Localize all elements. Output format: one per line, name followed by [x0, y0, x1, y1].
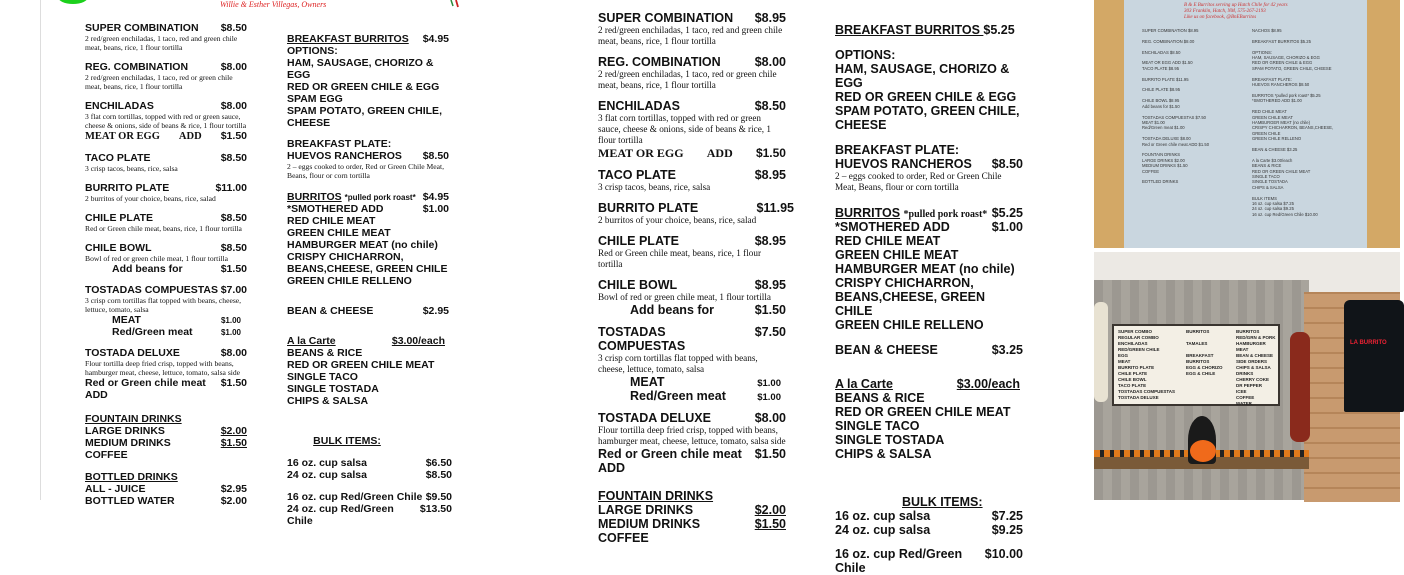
bottled-drinks [85, 471, 247, 507]
item-price: $11.00 [215, 182, 247, 194]
item-price: $3.25 [991, 343, 1023, 357]
item-price: $7.50 [754, 325, 786, 339]
garlic-braid-icon [1094, 302, 1108, 402]
line: BEANS & RICE [1252, 163, 1282, 169]
line: RED OR GREEN CHILE & EGG [1252, 60, 1313, 66]
item-name: SUPER COMBINATION [598, 11, 734, 25]
header-line: Like us on facebook, @BnEBurritos [1184, 15, 1257, 20]
section-title: BULK ITEMS: [313, 435, 381, 447]
drink-label: LARGE DRINKS [85, 425, 165, 437]
section-title: FOUNTAIN DRINKS [598, 489, 714, 503]
wall-menu-board [1112, 324, 1280, 406]
option: RED CHILE MEAT [835, 234, 941, 248]
drink-label: LARGE DRINKS [598, 503, 694, 517]
t-shirt [1344, 300, 1404, 412]
item-price: $3.00/each [391, 335, 445, 347]
item-desc: 2 – eggs cooked to order, Red or Green Chile Meat, Beans, flour or corn tortilla [287, 162, 445, 180]
item-price: $4.95 [422, 33, 449, 45]
menu-new-right-column [835, 23, 1023, 575]
option: GREEN CHILE RELLENO [835, 318, 984, 332]
line: GREEN CHILE [1252, 130, 1281, 136]
drink-price: $1.50 [220, 437, 247, 449]
bulk-price: $6.50 [425, 457, 452, 469]
option: RED OR GREEN CHILE MEAT [287, 359, 435, 371]
line: GREEN CHILE MEAT [1252, 114, 1293, 120]
board-line: MEAT [1118, 359, 1131, 364]
line: SINGLE TACO [1252, 173, 1280, 179]
board-line: COFFEE [1236, 395, 1255, 400]
board-line: TOSTADAS COMPUESTAS [1118, 389, 1176, 394]
bulk-label: 24 oz. cup Red/Green Chile [287, 503, 394, 527]
item-name: HUEVOS RANCHEROS [835, 157, 972, 171]
line: RED OR GREEN CHILE MEAT [1252, 168, 1311, 174]
addon-price: $1.50 [755, 146, 786, 160]
line: COFFEE [1142, 168, 1159, 174]
restaurant-interior-photo[interactable] [1094, 252, 1400, 500]
item-price: $4.95 [422, 191, 449, 203]
line: CHILE PLATE $8.95 [1142, 87, 1181, 93]
option: SPAM POTATO, GREEN CHILE, [287, 105, 442, 117]
bulk-price: $7.25 [991, 509, 1023, 523]
extra-label: MEAT [630, 375, 665, 389]
section-title: BULK ITEMS: [902, 495, 983, 509]
options-label: OPTIONS: [287, 45, 338, 57]
item-name: ENCHILADAS [85, 100, 154, 112]
extra-price: $1.00 [757, 378, 781, 389]
item-desc: Red or Green chile meat, beans, rice, 1 flour tortilla [598, 248, 762, 269]
line: Add beans for $1.50 [1142, 103, 1180, 109]
pumpkin-icon [1190, 440, 1216, 462]
line: TOSTADAS COMPUESTAS $7.50 [1142, 114, 1206, 120]
item-price: $8.50 [754, 99, 786, 113]
addon-label: Red or Green chile meat ADD [85, 377, 206, 401]
board-line: REGULAR COMBO [1118, 335, 1159, 340]
menu-item [85, 347, 247, 401]
menu-item [598, 99, 786, 160]
option: CHIPS & SALSA [287, 395, 369, 407]
board-line: TAMALES [1186, 341, 1208, 346]
option: HAM, SAUSAGE, CHORIZO & EGG [835, 62, 1010, 90]
item-price: $1.00 [422, 203, 449, 215]
item-price: $8.95 [754, 278, 786, 292]
drink-price: $2.00 [220, 425, 247, 437]
line: BOTTLED DRINKS [1142, 179, 1179, 185]
burrito-note: *pulled pork roast* [344, 193, 416, 202]
board-line: EGG [1118, 353, 1129, 358]
menu-new-left-column [598, 11, 794, 545]
menu-item [598, 278, 786, 317]
line: 16 oz. cup salsa $7.25 [1252, 201, 1294, 206]
section-title: A la Carte [287, 335, 336, 347]
line: BREAKFAST PLATE: [1252, 76, 1292, 82]
line: TOSTADA DELUXE $8.00 [1142, 136, 1191, 142]
line: *SMOTHERED ADD $1.00 [1252, 98, 1302, 104]
item-desc: 2 – eggs cooked to order, Red or Green Chile Meat, Beans, flour or corn tortilla [835, 171, 1002, 192]
option: CRISPY CHICHARRON, [835, 276, 974, 290]
line: CHIPS & SALSA [1252, 184, 1284, 190]
item-desc: 3 flat corn tortillas, topped with red or green sauce, cheese & onions, side of beans & rice, 1 flour tortilla [598, 113, 771, 145]
extra-label: Red/Green meat [112, 326, 193, 338]
bulk-label: 16 oz. cup Red/Green Chile [287, 491, 423, 503]
drink-price: $2.00 [754, 503, 786, 517]
bulk-price: $9.25 [991, 523, 1023, 537]
line: LARGE DRINKS $2.00 [1142, 157, 1185, 163]
addon-label: MEAT OR EGG [85, 131, 160, 142]
header-line: 303 Franklin, Hatch, NM, 575-267-2193 [1184, 9, 1266, 14]
menu-item [85, 182, 247, 203]
menu-item [598, 168, 786, 193]
drink-price: $2.00 [220, 495, 247, 507]
bulk-price: $9.50 [425, 491, 452, 503]
menu-item [598, 55, 786, 91]
item-price: $8.00 [220, 347, 247, 359]
line: MEDIUM DRINKS $1.50 [1142, 163, 1188, 169]
addon-price: $1.50 [220, 377, 247, 389]
menu-old-left-column [85, 22, 247, 507]
item-desc: Red or Green chile meat, beans, rice, 1 flour tortilla [85, 224, 242, 233]
line: Red or Green chile meat ADD $1.50 [1142, 141, 1210, 147]
item-name: TOSTADA DELUXE [598, 411, 711, 425]
item-name: CHILE BOWL [85, 242, 152, 254]
header-line: B & E Burritos serving up Hatch Chile for 42 years [1184, 3, 1288, 8]
board-line: BEAN & CHEESE [1236, 353, 1274, 358]
bulk-price: $13.50 [419, 503, 452, 515]
option: GREEN CHILE RELLENO [287, 275, 412, 287]
item-price: $1.00 [991, 220, 1023, 234]
section-title: BURRITOS [287, 191, 342, 203]
line: SUPER COMBINATION $8.95 [1142, 28, 1199, 33]
line: OPTIONS: [1252, 49, 1273, 55]
board-line: DR PEPPER [1236, 383, 1263, 388]
line: RED CHILE MEAT [1252, 109, 1287, 115]
line: HAM, SAUSAGE, CHORIZO & EGG [1252, 55, 1320, 61]
addon-mid: ADD [178, 131, 202, 142]
item-desc: 3 crisp corn tortillas flat topped with beans, cheese, lettuce, tomato, salsa [598, 353, 758, 374]
item-desc: Bowl of red or green chile meat, 1 flour tortilla [598, 292, 771, 302]
item-name: TACO PLATE [598, 168, 677, 182]
item-name: CHILE PLATE [85, 212, 154, 224]
board-line: ICEE [1236, 389, 1247, 394]
item-price: $8.95 [754, 11, 786, 25]
line: FOUNTAIN DRINKS [1142, 152, 1181, 158]
board-line: TACO PLATE [1118, 383, 1147, 388]
option: RED OR GREEN CHILE MEAT [835, 405, 1011, 419]
line: SINGLE TOSTADA [1252, 179, 1288, 185]
menu-old-right-column [287, 33, 452, 527]
option: SPAM POTATO, GREEN CHILE, [835, 104, 1020, 118]
line: NACHOS $8.95 [1252, 28, 1282, 33]
drink-label: ALL - JUICE [85, 483, 146, 495]
item-price: $7.00 [220, 284, 247, 296]
item-price: $8.50 [220, 22, 247, 34]
item-name: TOSTADA DELUXE [85, 347, 180, 359]
item-desc: 2 burritos of your choice, beans, rice, salad [85, 194, 216, 203]
board-line: EGG & CHILE [1186, 371, 1216, 376]
board-line: RED/GRN & PORK [1236, 335, 1276, 340]
menu-scan-new [590, 0, 1040, 575]
blank-gap [470, 0, 590, 500]
item-price: $8.00 [754, 55, 786, 69]
item-price: $8.50 [220, 152, 247, 164]
item-price: $8.00 [220, 100, 247, 112]
option: BEANS & RICE [835, 391, 925, 405]
item-desc: Bowl of red or green chile meat, 1 flour tortilla [85, 254, 228, 263]
option: BEANS & RICE [287, 347, 363, 359]
addon-label: Red or Green chile meat ADD [598, 447, 742, 475]
extra-label: Red/Green meat [630, 389, 726, 403]
section-title: FOUNTAIN DRINKS [85, 413, 182, 425]
item-desc: Flour tortilla deep fried crisp, topped with beans, hamburger meat, cheese, lettuce, tomato, salsa side [85, 359, 241, 377]
item-desc: 2 red/green enchiladas, 1 taco, red or green chile meat, beans, rice, 1 flour tortilla [85, 73, 233, 91]
drink-label: COFFEE [598, 531, 649, 545]
board-line: BURRITOS [1186, 329, 1210, 334]
drink-label: MEDIUM DRINKS [598, 517, 701, 531]
board-line: TOSTADA DELUXE [1118, 395, 1159, 400]
option: HAMBURGER MEAT (no chile) [835, 262, 1015, 276]
menu-photo-right-text [1252, 28, 1352, 217]
line: ENCHILADAS $8.50 [1142, 49, 1181, 55]
line: BREAKFAST BURRITOS $5.25 [1252, 38, 1311, 44]
option: SINGLE TACO [835, 419, 920, 433]
burrito-note: *pulled pork roast* [903, 209, 988, 220]
option: HAM, SAUSAGE, CHORIZO & EGG [287, 57, 434, 81]
item-name: SUPER COMBINATION [85, 22, 199, 34]
item-price: $11.95 [756, 201, 794, 215]
board-line: SIDE ORDERS [1236, 359, 1268, 364]
item-price: $8.50 [220, 242, 247, 254]
item-desc: 3 flat corn tortillas, topped with red or green sauce, cheese & onions, side of beans & rice, 1 flour tortilla [85, 112, 247, 130]
shirt-text: LA BURRITO [1350, 340, 1387, 346]
addon-price: $1.50 [220, 263, 247, 275]
option: RED OR GREEN CHILE & EGG [287, 81, 440, 93]
option: HAMBURGER MEAT (no chile) [287, 239, 438, 251]
item-name: REG. COMBINATION [598, 55, 721, 69]
drink-price: $1.50 [754, 517, 786, 531]
page-edge [40, 0, 41, 500]
board-line: BURRITO PLATE [1118, 365, 1155, 370]
section-title: BREAKFAST PLATE: [835, 143, 960, 157]
extra-label: MEAT [112, 314, 141, 326]
line: HUEVOS RANCHEROS $8.50 [1252, 82, 1310, 88]
item-price: $8.95 [754, 168, 786, 182]
item-price: $8.50 [220, 212, 247, 224]
menu-item [85, 284, 247, 338]
fountain-drinks [85, 413, 247, 461]
line: BURRITOS *pulled pork roast* $5.25 [1252, 92, 1321, 98]
addon-price: $1.50 [220, 130, 247, 142]
addon-price: $1.50 [754, 303, 786, 317]
drink-label: BOTTLED WATER [85, 495, 175, 507]
item-desc: 2 burritos of your choice, beans, rice, salad [598, 215, 757, 225]
item-name: TOSTADAS COMPUESTAS [598, 325, 686, 353]
bulk-label: 16 oz. cup salsa [287, 457, 367, 469]
bulk-price: $8.50 [425, 469, 452, 481]
item-name: BURRITO PLATE [85, 182, 170, 194]
menu-item [598, 234, 786, 270]
option: BEANS,CHEESE, GREEN CHILE [287, 263, 448, 275]
option: RED CHILE MEAT [287, 215, 376, 227]
option: CHEESE [835, 118, 887, 132]
extra-price: $1.00 [220, 328, 241, 337]
item-price: $8.50 [422, 150, 449, 162]
item-name: TACO PLATE [85, 152, 151, 164]
line: BULK ITEMS [1252, 195, 1277, 201]
board-line: EGG & CHORIZO [1186, 365, 1223, 370]
item-name: HUEVOS RANCHEROS [287, 150, 402, 162]
menu-item [598, 11, 786, 47]
option: RED OR GREEN CHILE & EGG [835, 90, 1017, 104]
board-line: HAMBURGER MEAT [1236, 341, 1266, 352]
board-line: CHILE PLATE [1118, 371, 1148, 376]
item-name: CHILE PLATE [598, 234, 680, 248]
menu-item [85, 152, 247, 173]
board-line: ENCHILADAS [1118, 341, 1148, 346]
addon-label: Add beans for [630, 303, 715, 317]
fountain-drinks [598, 489, 786, 545]
menu-scan-old [0, 0, 470, 527]
bulk-label: 16 oz. cup Red/Green Chile [835, 547, 963, 575]
extra-price: $1.00 [757, 392, 781, 403]
item-name: ENCHILADAS [598, 99, 680, 113]
item-name: BURRITO PLATE [598, 201, 699, 215]
line: BURRITO PLATE $11.95 [1142, 76, 1189, 82]
menu-item [85, 212, 247, 233]
line: 16 oz. cup Red/Green Chile $10.00 [1252, 211, 1318, 217]
line: BEAN & CHEESE $3.25 [1252, 146, 1298, 152]
options-label: OPTIONS: [835, 48, 896, 62]
menu-item [598, 201, 794, 226]
board-line: DRINKS [1236, 371, 1254, 376]
menu-sheet [1124, 0, 1367, 248]
drink-label: MEDIUM DRINKS [85, 437, 171, 449]
item-price: $8.00 [220, 61, 247, 73]
option: SPAM EGG [287, 93, 343, 105]
line: A la Carte $3.00/each [1252, 157, 1293, 163]
addon-label: Add beans for [112, 263, 183, 275]
menu-item [85, 100, 247, 143]
item-name: REG. COMBINATION [85, 61, 189, 73]
board-line: SUPER COMBO [1118, 329, 1153, 334]
option: GREEN CHILE MEAT [835, 248, 959, 262]
line: MEAT OR EGG ADD $1.50 [1142, 60, 1193, 66]
menu-item [598, 411, 786, 475]
option: CRISPY CHICHARRON, [287, 251, 404, 263]
item-price: $3.00/each [956, 377, 1020, 391]
section-title: BOTTLED DRINKS [85, 471, 178, 483]
item-name: TOSTADAS COMPUESTAS [85, 284, 219, 296]
pepper-logo-icon [58, 0, 88, 4]
line: 24 oz. cup salsa $9.25 [1252, 206, 1294, 212]
item-desc: 3 crisp corn tortillas flat topped with beans, cheese, lettuce, tomato, salsa [85, 296, 242, 314]
line: REG. COMBINATION $8.00 [1142, 38, 1195, 44]
addon-price: $1.50 [754, 447, 786, 461]
option: BEANS,CHEESE, GREEN CHILE [835, 290, 986, 318]
chili-ristra-icon [1290, 332, 1310, 442]
line: Red/Green meat $1.00 [1142, 125, 1185, 131]
extra-price: $1.00 [220, 316, 241, 325]
item-desc: 2 red/green enchiladas, 1 taco, red and green chile meat, beans, rice, 1 flour tortilla [598, 25, 783, 46]
menu-photo[interactable] [1094, 0, 1400, 248]
section-title: A la Carte [835, 377, 893, 391]
line: GREEN CHILE RELLENO [1252, 136, 1302, 142]
item-name: CHILE BOWL [598, 278, 678, 292]
item-price: $8.00 [754, 411, 786, 425]
menu-item [85, 22, 247, 52]
item-desc: 3 crisp tacos, beans, rice, salsa [598, 182, 711, 192]
menu-photo-left-text [1142, 28, 1237, 185]
item-price: $2.95 [422, 305, 449, 317]
option: SINGLE TACO [287, 371, 358, 383]
owners-line: Willie & Esther Villegas, Owners [220, 0, 327, 9]
item-desc: 3 crisp tacos, beans, rice, salsa [85, 164, 178, 173]
item-price: $5.25 [983, 23, 1015, 37]
bulk-label: 24 oz. cup salsa [835, 523, 931, 537]
bulk-label: 16 oz. cup salsa [835, 509, 931, 523]
item-name: BEAN & CHEESE [835, 343, 938, 357]
option: SINGLE TOSTADA [287, 383, 379, 395]
smothered-label: *SMOTHERED ADD [287, 203, 384, 215]
item-desc: 2 red/green enchiladas, 1 taco, red and green chile meat, beans, rice, 1 flour tortilla [85, 34, 238, 52]
drink-price: $2.95 [220, 483, 247, 495]
board-line: BREAKFAST BURRITOS [1186, 353, 1214, 364]
item-price: $5.25 [991, 206, 1023, 220]
line: TACO PLATE $8.95 [1142, 65, 1180, 71]
menu-item [598, 325, 786, 403]
drink-label: COFFEE [85, 449, 128, 461]
board-line: CHIPS & SALSA [1236, 365, 1271, 370]
addon-label: MEAT OR EGG [598, 146, 684, 160]
line: MEAT $1.00 [1142, 119, 1165, 125]
section-title: BREAKFAST BURRITOS [287, 33, 409, 45]
option: SINGLE TOSTADA [835, 433, 945, 447]
board-line: CHERRY COKE [1236, 377, 1270, 382]
item-desc: Flour tortilla deep fried crisp, topped with beans, hamburger meat, cheese, lettuce, tomato, salsa side [598, 425, 786, 446]
line: SPAM POTATO, GREEN CHILE, CHEESE [1252, 65, 1332, 71]
menu-photo-header [1184, 3, 1288, 21]
item-desc: 2 red/green enchiladas, 1 taco, red or green chile meat, beans, rice, 1 flour tortilla [598, 69, 777, 90]
bulk-price: $10.00 [984, 547, 1023, 561]
section-title: BREAKFAST BURRITOS [835, 23, 984, 37]
photo-thumbnails [1094, 0, 1400, 500]
board-line: CHILE BOWL [1118, 377, 1147, 382]
menu-item [85, 242, 247, 275]
board-line: RED/GREEN CHILE [1118, 347, 1160, 352]
addon-mid: ADD [706, 146, 733, 160]
option: CHIPS & SALSA [835, 447, 932, 461]
line: CRISPY CHICHARRON, BEANS,CHEESE, [1252, 125, 1334, 131]
section-title: BURRITOS [835, 206, 901, 220]
board-line: BURRITOS [1236, 329, 1260, 334]
line: CHILE BOWL $8.95 [1142, 98, 1180, 104]
board-line: WATER [1236, 401, 1252, 406]
section-title: BREAKFAST PLATE: [287, 138, 392, 150]
item-name: BEAN & CHEESE [287, 305, 374, 317]
item-price: $8.95 [754, 234, 786, 248]
menu-item [85, 61, 247, 91]
bulk-label: 24 oz. cup salsa [287, 469, 367, 481]
smothered-label: *SMOTHERED ADD [835, 220, 950, 234]
line: HAMBURGER MEAT (no chile) [1252, 119, 1311, 125]
option: GREEN CHILE MEAT [287, 227, 391, 239]
option: CHEESE [287, 117, 331, 129]
item-price: $8.50 [991, 157, 1023, 171]
chili-pepper-icon [450, 0, 460, 8]
